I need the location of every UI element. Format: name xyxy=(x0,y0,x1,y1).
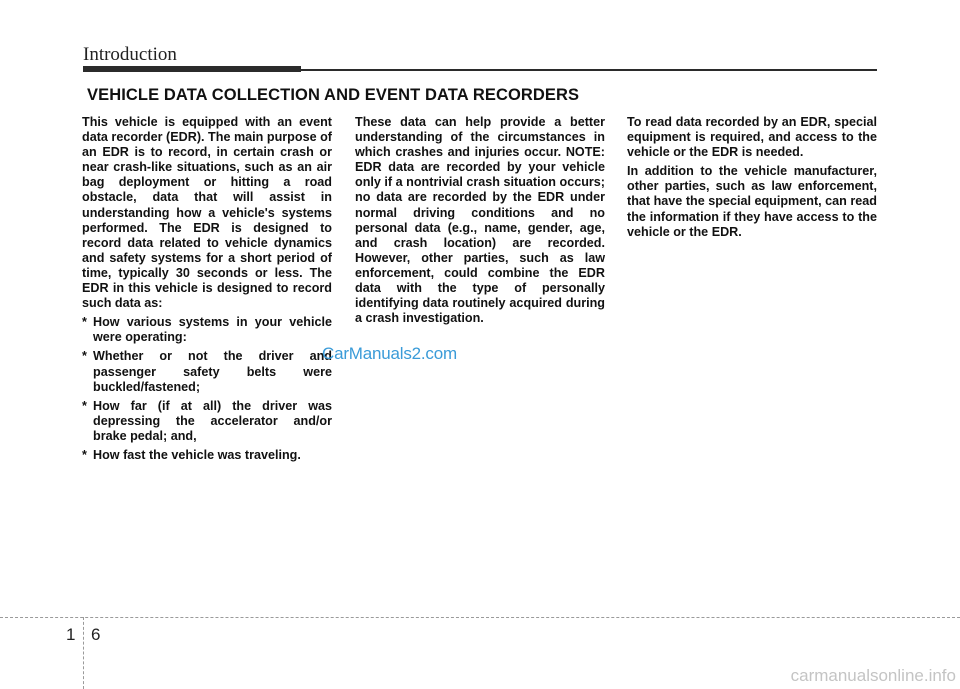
list-item-text: Whether or not the driver and passenger safety belts were buckled/fastened; xyxy=(93,349,332,394)
list-item-text: How various systems in your vehicle were operating: xyxy=(93,315,332,345)
edr-usage-paragraph: These data can help provide a better understanding of the circumstances in which crashes and injuries occur. NOTE: EDR data are recorded by your vehicle only if a nontrivial crash situation occurs; no data are recorded by the EDR under normal driving conditions and no personal data (e.g., name, gender, age, and crash location) are recorded. However, other parties, such as law enforcement, could combine the EDR data with the type of personally identifying data routinely acquired during a crash investigation. xyxy=(355,115,605,326)
asterisk-bullet: * xyxy=(82,398,87,413)
list-item xyxy=(82,448,332,463)
edr-intro-paragraph: This vehicle is equipped with an event data recorder (EDR). The main purpose of an EDR is to record, in certain crash or near crash-like situations, such as an air bag deployment or hitting a road obstacle, data that will assist in understanding how a vehicle's systems performed. The EDR is designed to record data related to vehicle dynamics and safety systems for a short period of time, typically 30 seconds or less. The EDR in this vehicle is designed to record such data as: xyxy=(82,115,332,311)
site-watermark: carmanualsonline.info xyxy=(790,666,956,685)
carmanuals-watermark: CarManuals2.com xyxy=(322,344,457,363)
edr-access-paragraph: To read data recorded by an EDR, special equipment is required, and access to the vehicle or the EDR is needed. xyxy=(627,115,877,160)
footer-dashed-rule xyxy=(0,617,960,618)
header-rule-thick xyxy=(83,66,301,72)
edr-data-list xyxy=(82,315,332,463)
list-item-text: How far (if at all) the driver was depressing the accelerator and/or brake pedal; and, xyxy=(93,398,332,443)
asterisk-bullet: * xyxy=(82,315,87,330)
list-item xyxy=(82,349,332,394)
section-heading: VEHICLE DATA COLLECTION AND EVENT DATA RECORDERS xyxy=(87,86,580,104)
text-column-1 xyxy=(82,115,332,467)
list-item-text: How fast the vehicle was traveling. xyxy=(93,447,301,462)
chapter-title: Introduction xyxy=(83,44,177,65)
page-chapter-number: 1 xyxy=(66,625,76,644)
page-number: 6 xyxy=(91,625,101,644)
asterisk-bullet: * xyxy=(82,349,87,364)
footer-dashed-divider xyxy=(83,617,84,689)
asterisk-bullet: * xyxy=(82,447,87,462)
text-column-2 xyxy=(355,115,605,330)
list-item xyxy=(82,315,332,345)
edr-third-party-paragraph: In addition to the vehicle manufacturer, other parties, such as law enforcement, that have the special equipment, can read the information if they have access to the vehicle or the EDR. xyxy=(627,164,877,239)
text-column-3 xyxy=(627,115,877,244)
header-rule-thin xyxy=(301,69,877,71)
list-item xyxy=(82,399,332,444)
